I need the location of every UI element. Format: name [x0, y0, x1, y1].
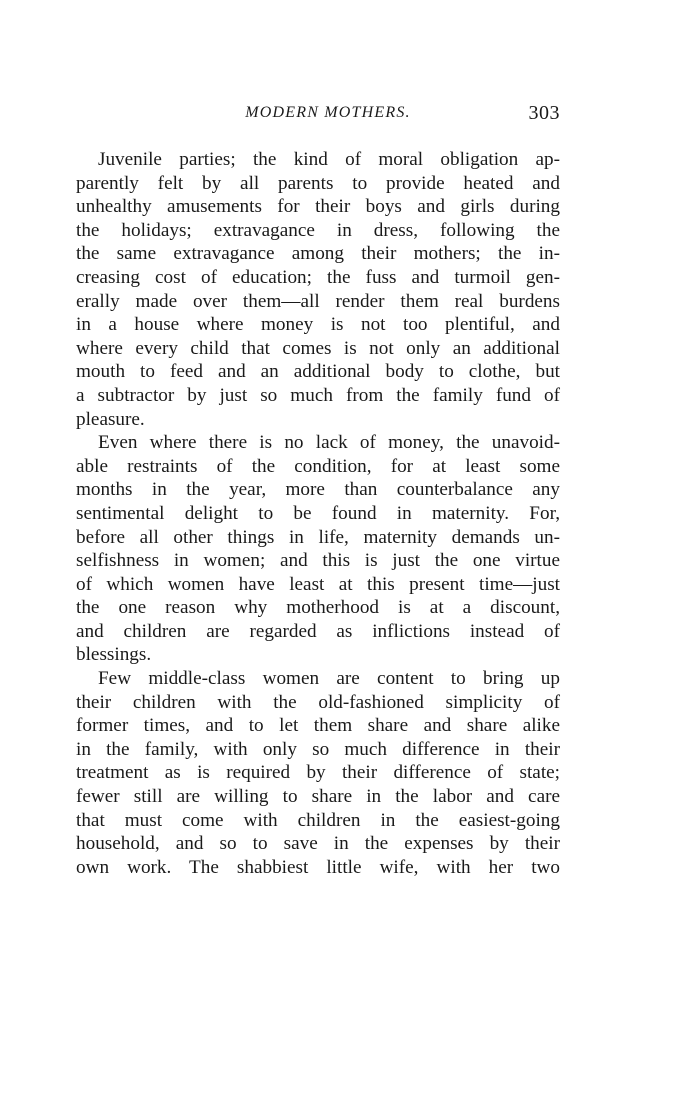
running-head — [76, 100, 560, 130]
text-line: in a house where money is not too plentiful, and — [76, 314, 560, 336]
book-page — [76, 100, 560, 879]
text-line: their children with the old-fashioned simplicity of — [76, 691, 560, 713]
text-line: where every child that comes is not only an additional — [76, 337, 560, 359]
text-line: parently felt by all parents to provide heated and — [76, 172, 560, 194]
text-line: a subtractor by just so much from the family fund of — [76, 384, 560, 406]
text-line: mouth to feed and an additional body to clothe, but — [76, 361, 560, 383]
text-line: Juvenile parties; the kind of moral obligation ap- — [98, 149, 560, 170]
body-text — [76, 148, 560, 879]
paragraph-2 — [76, 431, 560, 667]
text-line: before all other things in life, maternity demands un- — [76, 526, 560, 548]
text-line: creasing cost of education; the fuss and turmoil gen- — [76, 266, 560, 288]
text-line: treatment as is required by their difference of state; — [76, 762, 560, 784]
text-line: the same extravagance among their mothers; the in- — [76, 243, 560, 265]
text-line: in the family, with only so much difference in their — [76, 738, 560, 760]
text-line: fewer still are willing to share in the labor and care — [76, 786, 560, 808]
page-number: 303 — [528, 102, 560, 124]
text-line: selfishness in women; and this is just the one virtue — [76, 550, 560, 572]
running-title: MODERN MOTHERS. — [245, 104, 411, 121]
text-line: able restraints of the condition, for at least some — [76, 455, 560, 477]
text-line: pleasure. — [76, 408, 145, 430]
text-line: Few middle-class women are content to bring up — [98, 668, 560, 690]
text-line: the holidays; extravagance in dress, following the — [76, 219, 560, 241]
text-line: sentimental delight to be found in maternity. For, — [76, 502, 560, 524]
text-line: that must come with children in the easiest-going — [76, 809, 560, 831]
text-line: household, and so to save in the expenses by their — [76, 833, 560, 855]
text-line: erally made over them—all render them real burdens — [76, 290, 560, 312]
paragraph-3 — [76, 667, 560, 879]
text-line: Even where there is no lack of money, the unavoid- — [98, 432, 560, 454]
text-line: own work. The shabbiest little wife, with her two — [76, 856, 560, 878]
text-line: unhealthy amusements for their boys and girls during — [76, 196, 560, 218]
paragraph-1 — [76, 148, 560, 431]
text-line: former times, and to let them share and share alike — [76, 715, 560, 737]
text-line: blessings. — [76, 644, 152, 666]
text-line: the one reason why motherhood is at a discount, — [76, 597, 560, 619]
text-line: and children are regarded as inflictions instead of — [76, 620, 560, 642]
text-line: months in the year, more than counterbalance any — [76, 479, 560, 501]
text-line: of which women have least at this present time—just — [76, 573, 560, 595]
